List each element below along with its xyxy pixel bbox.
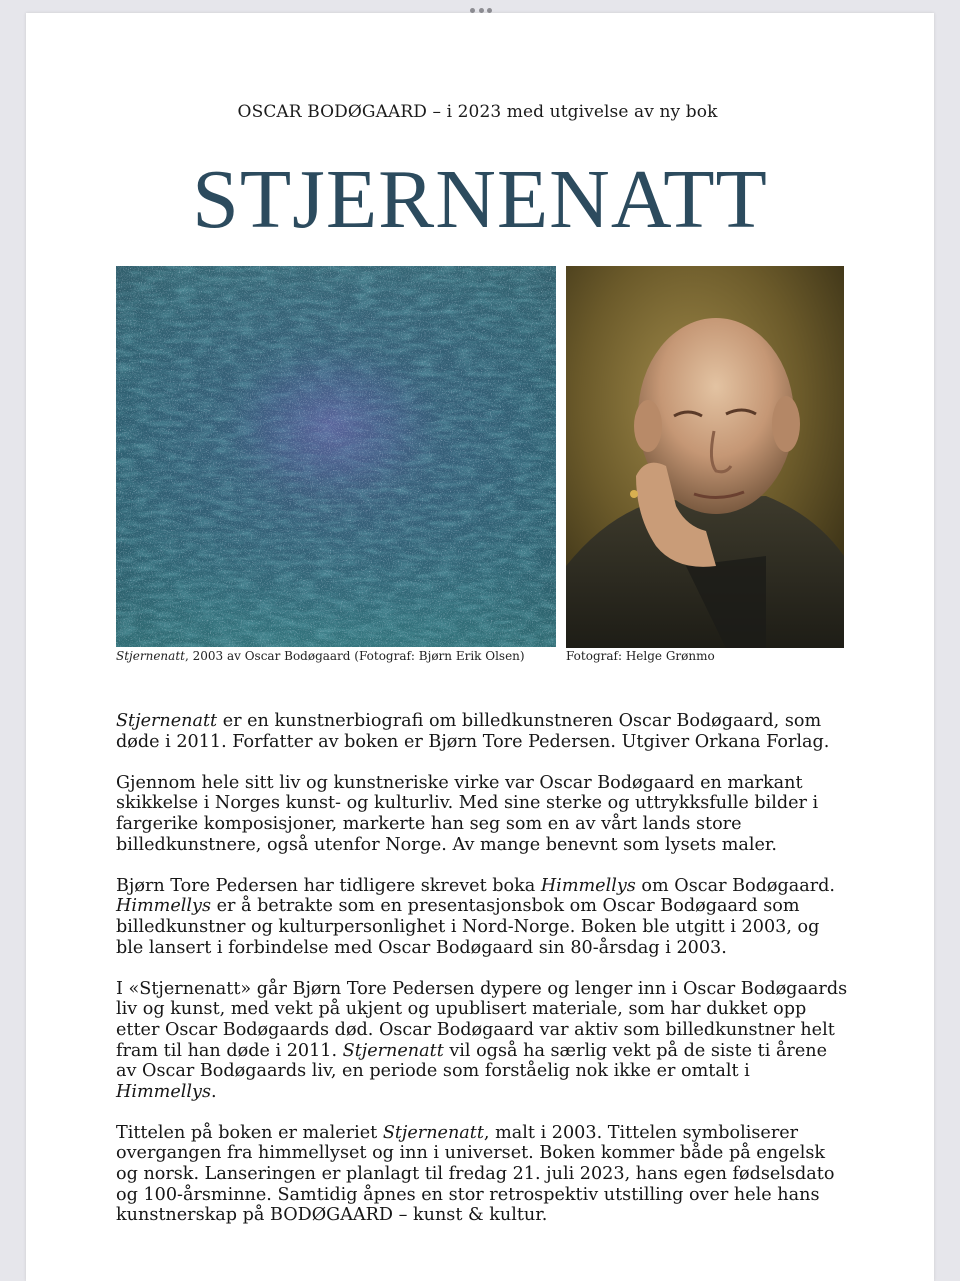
- painting-caption: [116, 649, 525, 663]
- paragraph-text: er en kunstnerbiografi om billedkunstneren Oscar Bodøgaard, som døde i 2011. Forfatter av boken er Bjørn Tore Pedersen. Utgiver Orkana Forlag.: [116, 711, 830, 752]
- paragraph-3: [116, 876, 851, 958]
- paragraph-text: , malt i 2003. Tittelen symboliserer overgangen fra himmellyset og inn i universet. Boken kommer både på engelsk og norsk. Lanseringen er planlagt til fredag 21. juli 2023, hans egen fødselsdato og 100-årsminne. Samtidig åpnes en stor retrospektiv utstilling over hele hans kunstnerskap på BODØGAARD – kunst & kultur.: [116, 1122, 835, 1226]
- book-title: Stjernenatt: [116, 711, 218, 731]
- paragraph-text: vil også ha særlig vekt på de siste ti årene av Oscar Bodøgaards liv, en periode som forståelig nok ikke er omtalt i: [116, 1040, 827, 1082]
- book-title: Stjernenatt: [382, 1122, 484, 1143]
- paragraph-text: om Oscar Bodøgaard.: [635, 875, 835, 896]
- paragraph-text: Bjørn Tore Pedersen har tidligere skrevet boka: [116, 875, 541, 896]
- book-title: Stjernenatt: [342, 1040, 444, 1061]
- paragraph-text: er å betrakte som en presentasjonsbok om Oscar Bodøgaard som billedkunstner og kulturpersonlighet i Nord-Norge. Boken ble utgitt i 2003, og ble lansert i forbindelse med Oscar Bodøgaard sin 80-årsdag i 2003.: [116, 896, 820, 958]
- article-body: [116, 711, 851, 1246]
- document-title: STJERNENATT: [192, 153, 768, 246]
- paragraph-4: [116, 979, 851, 1103]
- painting-image: [116, 266, 556, 647]
- portrait-caption: Fotograf: Helge Grønmo: [566, 649, 715, 663]
- book-title: Himmellys: [116, 1081, 211, 1102]
- document-subtitle: OSCAR BODØGAARD – i 2023 med utgivelse av ny bok: [237, 102, 718, 122]
- book-title: Himmellys: [540, 875, 636, 896]
- portrait-photo: [566, 266, 844, 648]
- paragraph-text: .: [210, 1081, 217, 1102]
- book-title: Himmellys: [116, 896, 211, 917]
- paragraph-5: [116, 1123, 851, 1226]
- paragraph-text: I «Stjernenatt» går Bjørn Tore Pedersen dypere og lenger inn i Oscar Bodøgaards liv og kunst, med vekt på ukjent og upublisert materiale, som har dukket opp etter Oscar Bodøgaards død. Oscar Bodøgaard var aktiv som billedkunstner helt fram til han døde i 2011.: [116, 978, 848, 1061]
- paragraph-1: [116, 711, 851, 752]
- painting-caption-credit: , 2003 av Oscar Bodøgaard (Fotograf: Bjørn Erik Olsen): [184, 649, 525, 663]
- paragraph-text: Tittelen på boken er maleriet: [116, 1122, 383, 1143]
- painting-caption-title: Stjernenatt: [116, 649, 185, 663]
- paragraph-2: Gjennom hele sitt liv og kunstneriske virke var Oscar Bodøgaard en markant skikkelse i Norges kunst- og kulturliv. Med sine sterke og uttrykksfulle bilder i fargerike komposisjoner, markerte han seg som en av vårt lands store billedkunstnere, også utenfor Norge. Av mange benevnt som lysets maler.: [116, 772, 819, 855]
